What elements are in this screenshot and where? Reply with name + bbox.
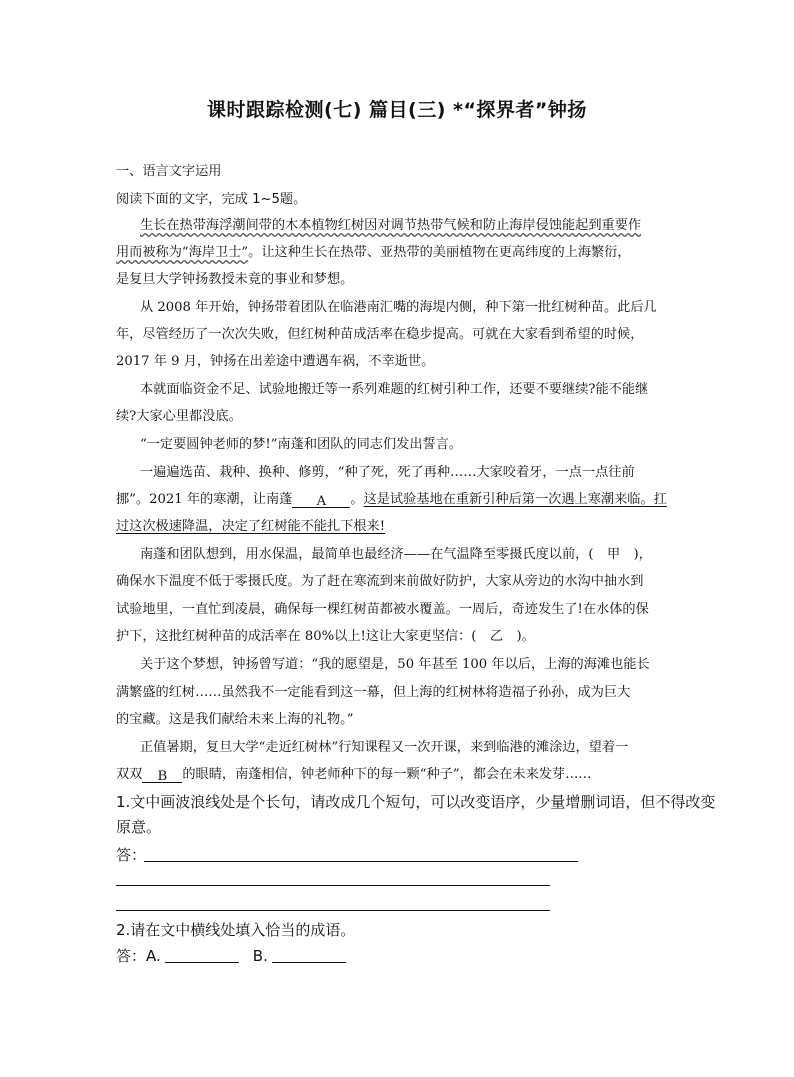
passage-line [116, 517, 385, 537]
section-heading: 一、语言文字运用 [116, 164, 222, 179]
passage-line: 2017 年 9 月，钟扬在出差途中遭遇车祸，不幸逝世。 [116, 354, 435, 369]
passage-line: 满繁盛的红树……虽然我不一定能看到这一幕，但上海的红树林将造福子孙孙，成为巨大 [116, 685, 631, 700]
answer-label: 答： [116, 846, 147, 864]
passage-line: 南蓬和团队想到，用水保温，最简单也最经济——在气温降至零摄氏度以前，( 甲 )， [140, 545, 652, 565]
passage-line: 护下，这批红树种苗的成活率在 80%以上!这让大家更坚信：( 乙 )。 [116, 627, 535, 647]
passage-line: 续?大家心里都没底。 [116, 409, 242, 424]
passage-line [140, 216, 641, 236]
passage-line: 本就面临资金不足、试验地搬迁等一系列难题的红树引种工作，还要不要继续?能不能继 [140, 382, 649, 397]
passage-line: 一遍遍选苗、栽种、换种、修剪，“种了死，死了再种……大家咬着牙，一点一点往前 [140, 465, 635, 480]
blank-A: A [292, 492, 350, 508]
passage-line: 正值暑期，复旦大学“走近红树林”行知课程又一次开课，来到临港的滩涂边，望着一 [140, 740, 629, 755]
answer-blank-B[interactable] [272, 947, 346, 963]
passage-line: 双双 B 的眼睛，南蓬相信，钟老师种下的每一颗“种子”，都会在未来发芽…… [116, 767, 592, 784]
blank-yi: 乙 [489, 629, 504, 644]
question-2-answer: 答：A. B. [116, 946, 346, 966]
answer-blank-A[interactable] [165, 947, 239, 963]
blank-B: B [142, 767, 182, 783]
answer-line[interactable] [144, 861, 578, 862]
passage-line: 的宝藏。这是我们献给未来上海的礼物。” [116, 712, 354, 727]
wavy-underlined-text: 生长在热带海浮潮间带的木本植物红树因对调节热带气候和防止海岸侵蚀能起到重要作 [140, 218, 642, 233]
question-1-cont: 原意。 [116, 818, 162, 836]
question-1: 1.文中画波浪线处是个长句，请改成几个短句，可以改变语序，少量增删词语，但不得改变 [116, 793, 716, 811]
passage-line: “一定要圆钟老师的梦!”南蓬和团队的同志们发出誓言。 [140, 437, 463, 452]
instruction: 阅读下面的文字，完成 1~5题。 [116, 192, 307, 207]
answer-line[interactable] [116, 910, 550, 911]
question-2: 2.请在文中横线处填入恰当的成语。 [116, 921, 356, 939]
underlined-text: 过这次极速降温，决定了红树能不能扎下根来! [116, 519, 386, 534]
page-title: 课时跟踪检测(七) 篇目(三) *“探界者”钟扬 [207, 99, 587, 121]
answer-line[interactable] [116, 885, 550, 886]
wavy-underlined-text: 用而被称为“海岸卫士” [116, 245, 249, 260]
passage-line: 挪”。2021 年的寒潮，让南蓬 A 。这是试验基地在重新引种后第一次遇上寒潮来临。扛 [116, 492, 667, 509]
passage-line: 试验地里，一直忙到凌晨，确保每一棵红树苗都被水覆盖。一周后，奇迹发生了!在水体的保 [116, 602, 649, 617]
passage-line: 确保水下温度不低于零摄氏度。为了赶在寒流到来前做好防护，大家从旁边的水沟中抽水到 [116, 574, 644, 589]
blank-jia: 甲 [606, 547, 621, 562]
passage-line: 关于这个梦想，钟扬曾写道：“我的愿望是，50 年甚至 100 年以后，上海的海滩也能长 [140, 657, 650, 672]
passage-line: 年，尽管经历了一次次失败，但红树种苗成活率在稳步提高。可就在大家看到希望的时候， [116, 327, 644, 342]
passage-line: 用而被称为“海岸卫士”。让这种生长在热带、亚热带的美丽植物在更高纬度的上海繁衍， [116, 245, 631, 260]
underlined-text: 这是试验基地在重新引种后第一次遇上寒潮来临。扛 [363, 492, 667, 507]
passage-line: 是复旦大学钟扬教授未竟的事业和梦想。 [116, 272, 354, 287]
passage-line: 从 2008 年开始，钟扬带着团队在临港南汇嘴的海堤内侧，种下第一批红树种苗。此后几 [140, 300, 657, 315]
